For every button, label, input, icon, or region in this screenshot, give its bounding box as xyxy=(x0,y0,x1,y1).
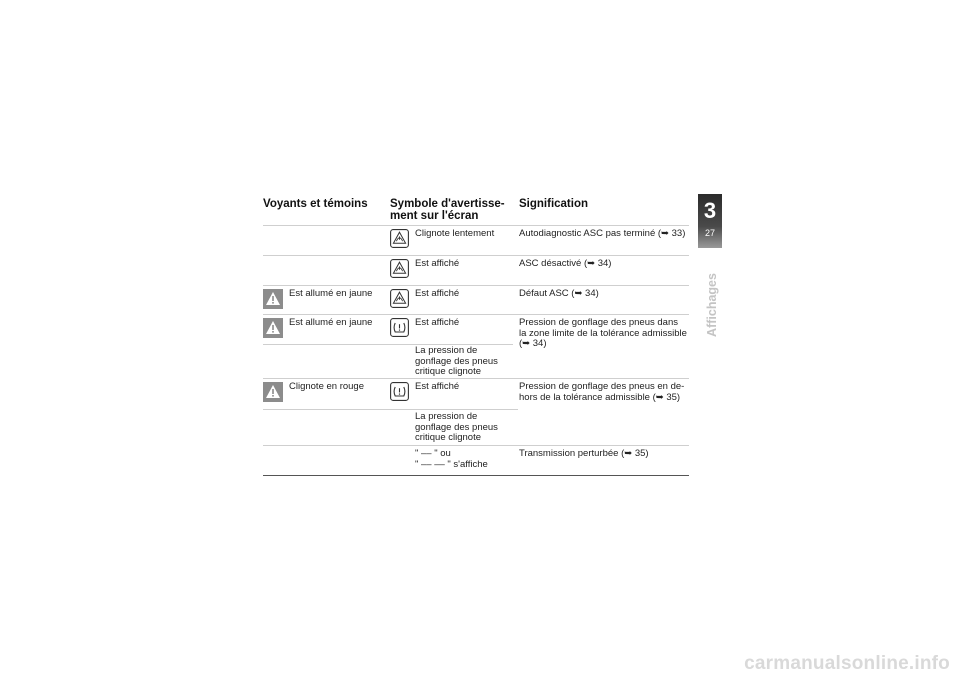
chapter-number: 3 xyxy=(703,198,717,223)
row5-meaning xyxy=(519,382,684,403)
row-subdivider xyxy=(263,409,518,410)
row5-display-extra-line: critique clignote xyxy=(415,432,482,443)
row6-display-line: " –– –– " s'affiche xyxy=(415,458,488,470)
row4-indicator: Est allumé en jaune xyxy=(289,317,373,328)
tire-pressure-icon xyxy=(390,382,409,401)
row4-display-extra-line: gonflage des pneus xyxy=(415,355,498,367)
row5-indicator: Clignote en rouge xyxy=(289,381,364,392)
row4-meaning-line: Pression de gonflage des pneus dans xyxy=(519,317,678,328)
warning-triangle-icon xyxy=(263,318,283,338)
row2-meaning: ASC désactivé (➥ 34) xyxy=(519,258,612,269)
column-header-symbol xyxy=(390,198,505,222)
row6-display xyxy=(415,449,488,470)
section-side-label: Affichages xyxy=(705,273,719,337)
asc-warning-icon xyxy=(390,289,409,308)
row-divider xyxy=(263,314,689,315)
row4-display-extra-line: critique clignote xyxy=(415,366,482,377)
row-divider xyxy=(263,285,689,286)
row4-meaning-line: (➥ 34) xyxy=(519,338,547,349)
warning-triangle-icon xyxy=(263,289,283,309)
table-bottom-rule xyxy=(263,475,689,476)
row4-meaning-line: la zone limite de la tolérance admissible xyxy=(519,327,687,339)
row1-meaning: Autodiagnostic ASC pas terminé (➥ 33) xyxy=(519,228,686,239)
row6-display-line: " –– " ou xyxy=(415,448,451,459)
row3-display: Est affiché xyxy=(415,288,460,299)
asc-warning-icon xyxy=(390,229,409,248)
row5-meaning-line: Pression de gonflage des pneus en de- xyxy=(519,381,685,392)
warning-triangle-icon xyxy=(263,382,283,402)
row3-indicator: Est allumé en jaune xyxy=(289,288,373,299)
row5-display-extra-line: La pression de xyxy=(415,411,478,422)
header-divider xyxy=(263,225,689,226)
page-number: 27 xyxy=(704,228,715,238)
row-divider xyxy=(263,255,689,256)
row3-meaning: Défaut ASC (➥ 34) xyxy=(519,288,599,299)
column-header-meaning: Signification xyxy=(519,198,588,210)
watermark: carmanualsonline.info xyxy=(744,653,950,674)
column-header-indicators: Voyants et témoins xyxy=(263,198,368,210)
column-header-symbol-line1: Symbole d'avertisse- xyxy=(390,198,505,210)
row6-meaning: Transmission perturbée (➥ 35) xyxy=(519,448,649,459)
row4-meaning xyxy=(519,318,687,350)
row-divider xyxy=(263,445,689,446)
row4-display: Est affiché xyxy=(415,317,460,328)
row4-display-extra-line: La pression de xyxy=(415,345,478,356)
row2-display: Est affiché xyxy=(415,258,460,269)
asc-warning-icon xyxy=(390,259,409,278)
column-header-symbol-line2: ment sur l'écran xyxy=(390,210,479,222)
tire-pressure-icon xyxy=(390,318,409,337)
row1-display: Clignote lentement xyxy=(415,228,495,239)
row5-display: Est affiché xyxy=(415,381,460,392)
row4-display-extra xyxy=(415,346,498,378)
row5-display-extra-line: gonflage des pneus xyxy=(415,421,498,433)
row5-meaning-line: hors de la tolérance admissible (➥ 35) xyxy=(519,391,681,403)
row-divider xyxy=(263,378,689,379)
row5-display-extra xyxy=(415,412,498,444)
